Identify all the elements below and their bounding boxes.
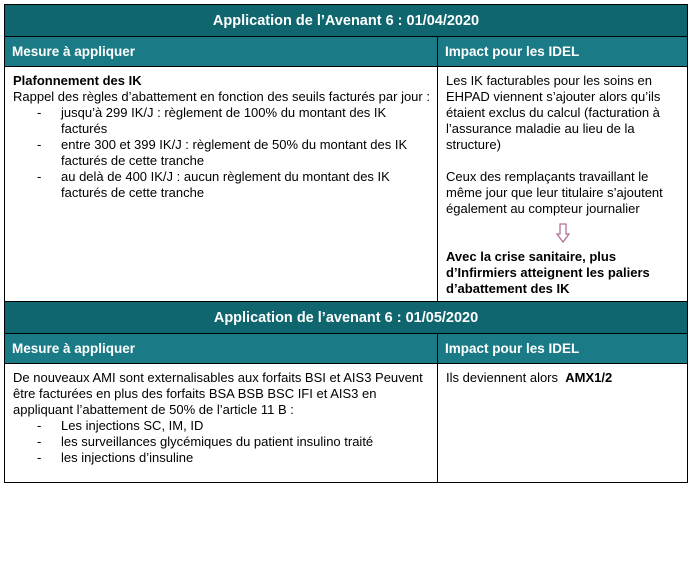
section1-header-row [5, 37, 688, 67]
list-item: - entre 300 et 399 IK/J : règlement de 50% du montant des IK facturés de cette tranche [13, 137, 430, 169]
section1-col-mesure: Mesure à appliquer [5, 37, 438, 67]
section1-impact-para1: Les IK facturables pour les soins en EHPAD viennent s’ajouter alors qu’ils étaient exclus du calcul (facturation à l’assurance maladie au lieu de la structure) [446, 73, 661, 152]
list-item: - les injections d’insuline [13, 450, 430, 466]
list-item: - jusqu’à 299 IK/J : règlement de 100% du montant des IK facturés [13, 105, 430, 137]
down-arrow-icon [446, 223, 680, 245]
list-item: - Les injections SC, IM, ID [13, 418, 430, 434]
section1-title: Application de l’Avenant 6 : 01/04/2020 [5, 5, 688, 37]
list-item: - les surveillances glycémiques du patient insulino traité [13, 434, 430, 450]
section2-header-row [5, 334, 688, 364]
section2-impact-code: AMX1/2 [565, 370, 613, 385]
section1-impact-cell [438, 67, 688, 302]
section2-title-row [5, 302, 688, 334]
section1-col-impact: Impact pour les IDEL [438, 37, 688, 67]
section2-title: Application de l’avenant 6 : 01/05/2020 [5, 302, 688, 334]
section2-col-impact: Impact pour les IDEL [438, 334, 688, 364]
list-item: - au delà de 400 IK/J : aucun règlement du montant des IK facturés de cette tranche [13, 169, 430, 201]
avenant-document [4, 4, 687, 483]
section2-col-mesure: Mesure à appliquer [5, 334, 438, 364]
section1-list [13, 105, 430, 201]
section2-list [13, 418, 430, 466]
section1-impact-para2: Ceux des remplaçants travaillant le même jour que leur titulaire s’ajoutent également au compteur journalier [446, 169, 663, 216]
section2-content-row [5, 364, 688, 483]
avenant-table [4, 4, 688, 483]
section2-impact-cell [438, 364, 688, 483]
section1-content-row [5, 67, 688, 302]
section2-mesure-cell [5, 364, 438, 483]
section1-impact-conclusion: Avec la crise sanitaire, plus d’Infirmiers atteignent les paliers d’abattement des IK [446, 249, 650, 296]
section1-heading: Plafonnement des IK [13, 73, 142, 88]
section2-impact-text: Ils deviennent alors [446, 370, 559, 385]
section1-intro: Rappel des règles d’abattement en fonction des seuils facturés par jour : [13, 89, 430, 104]
section2-intro: De nouveaux AMI sont externalisables aux forfaits BSI et AIS3 Peuvent être facturées en plus des forfaits BSA BSB BSC IFI et AIS3 en appliquant l’abattement de 50% de l’article 11 B : [13, 370, 423, 417]
section1-mesure-cell [5, 67, 438, 302]
section1-title-row [5, 5, 688, 37]
